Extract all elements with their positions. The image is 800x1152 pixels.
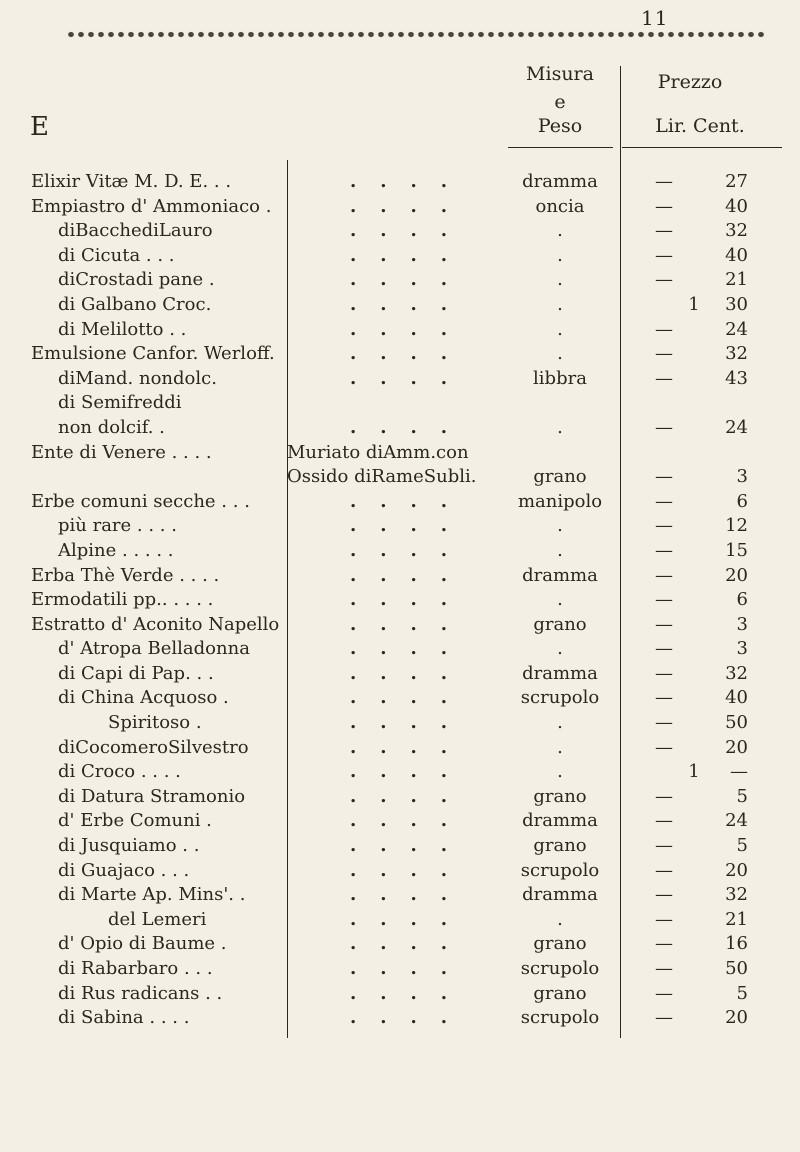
lire-dash: —: [655, 195, 673, 217]
item-unit: grano: [533, 835, 587, 857]
lire-dash: —: [655, 416, 673, 438]
item-centesimi: 32: [725, 220, 748, 242]
item-name: di Galbano Croc.: [58, 293, 212, 315]
item-centesimi: 12: [725, 515, 748, 537]
leader-dots: ....: [350, 171, 472, 192]
leader-dots: ....: [350, 195, 472, 217]
leader-dots: ....: [350, 589, 472, 611]
item-unit: grano: [533, 466, 587, 488]
item-unit: .: [557, 343, 563, 365]
table-row: [0, 514, 800, 539]
item-name: di Jusquiamo . .: [58, 835, 200, 857]
table-row: [0, 613, 800, 638]
item-centesimi: 21: [725, 269, 748, 291]
item-name: diCocomeroSilvestro: [58, 736, 249, 758]
table-row: [0, 195, 800, 220]
leader-dots: ....: [350, 613, 472, 635]
lire-dash: —: [655, 785, 673, 807]
leader-dots: ....: [350, 343, 472, 365]
item-compound-note: Ossido diRameSubli.: [287, 466, 477, 488]
item-name: di Guajaco . . .: [58, 859, 190, 881]
leader-dots: ....: [350, 515, 472, 537]
item-unit: scrupolo: [520, 958, 600, 979]
lire-dash: —: [655, 318, 673, 340]
item-unit: .: [557, 736, 563, 758]
table-row: [0, 1006, 800, 1031]
lire-dash: —: [655, 638, 673, 660]
leader-dots: ....: [350, 638, 472, 660]
table-row: [0, 785, 800, 810]
item-name: d' Opio di Baume .: [58, 933, 227, 955]
table-row: [0, 834, 800, 859]
table-row: [0, 711, 800, 736]
table-row: [0, 318, 800, 343]
item-name: Alpine . . . . .: [58, 539, 174, 561]
table-row: [0, 736, 800, 761]
item-name: diBacchediLauro: [58, 220, 213, 242]
header-misura: Misura: [526, 63, 594, 85]
item-unit: dramma: [522, 810, 598, 832]
leader-dots: ....: [350, 539, 472, 561]
leader-dots: ....: [350, 564, 472, 586]
table-row: [0, 268, 800, 293]
item-unit: manipolo: [517, 490, 603, 512]
item-unit: scrupolo: [520, 859, 600, 881]
table-row: [0, 441, 800, 466]
lire-dash: —: [655, 220, 673, 242]
item-unit: libbra: [533, 367, 587, 389]
leader-dots: ....: [350, 835, 472, 857]
header-e: e: [554, 91, 566, 113]
item-name: di Datura Stramonio: [58, 785, 246, 807]
lire-dash: —: [655, 958, 673, 979]
lire-dash: —: [655, 244, 673, 266]
table-row: [0, 809, 800, 834]
leader-dots: ....: [350, 416, 472, 438]
item-centesimi: 50: [725, 712, 748, 734]
item-centesimi: 40: [725, 244, 748, 266]
table-row: [0, 367, 800, 392]
item-centesimi: 5: [736, 785, 748, 807]
leader-dots: ....: [350, 244, 472, 266]
item-name: diCrostadi pane .: [58, 269, 215, 291]
table-row: [0, 957, 800, 982]
leader-dots: ....: [350, 687, 472, 709]
leader-dots: ....: [350, 712, 472, 734]
table-row: [0, 859, 800, 884]
item-centesimi: 20: [725, 1007, 748, 1029]
item-name: Erbe comuni secche . . .: [31, 490, 250, 512]
item-unit: grano: [533, 785, 587, 807]
item-centesimi: 24: [725, 416, 748, 438]
item-name: di Capi di Pap. . .: [58, 662, 214, 684]
header-rule-price: [622, 147, 782, 148]
lire-dash: —: [655, 662, 673, 684]
item-name: di Sabina . . . .: [58, 1007, 190, 1029]
item-name: Erba Thè Verde . . . .: [31, 564, 220, 586]
leader-dots: ....: [350, 810, 472, 832]
item-name: di Croco . . . .: [58, 761, 181, 783]
item-centesimi: 24: [725, 318, 748, 340]
item-centesimi: 20: [725, 859, 748, 881]
item-unit: .: [557, 589, 563, 611]
leader-dots: ....: [350, 220, 472, 242]
lire-dash: —: [655, 933, 673, 955]
table-row: [0, 342, 800, 367]
item-unit: dramma: [522, 171, 598, 192]
item-unit: dramma: [522, 662, 598, 684]
leader-dots: ....: [350, 785, 472, 807]
header-lir-cent: Lir. Cent.: [655, 115, 745, 137]
item-lire: 1: [688, 293, 700, 315]
leader-dots: ....: [350, 908, 472, 930]
item-name: Estratto d' Aconito Napello: [31, 613, 280, 635]
item-name: Ente di Venere . . . .: [31, 441, 212, 463]
leader-dots: ....: [350, 736, 472, 758]
section-letter: E: [30, 112, 49, 142]
lire-dash: —: [655, 810, 673, 832]
item-unit: scrupolo: [520, 1007, 600, 1029]
table-row: [0, 219, 800, 244]
item-unit: grano: [533, 933, 587, 955]
item-unit: .: [557, 908, 563, 930]
table-row: [0, 883, 800, 908]
item-unit: .: [557, 269, 563, 291]
page-number: 11: [641, 6, 669, 30]
lire-dash: —: [655, 589, 673, 611]
item-centesimi: 16: [725, 933, 748, 955]
item-unit: .: [557, 416, 563, 438]
leader-dots: ....: [350, 490, 472, 512]
item-centesimi: 40: [725, 195, 748, 217]
item-unit: dramma: [522, 884, 598, 906]
item-name: Empiastro d' Ammoniaco .: [31, 195, 272, 217]
table-row: [0, 539, 800, 564]
item-name: di Melilotto . .: [58, 318, 187, 340]
table-row: [0, 416, 800, 441]
item-centesimi: 40: [725, 687, 748, 709]
lire-dash: —: [655, 171, 673, 192]
leader-dots: ....: [350, 982, 472, 1004]
item-name: di Cicuta . . .: [58, 244, 175, 266]
table-row: [0, 932, 800, 957]
table-row: [0, 170, 800, 195]
header-prezzo: Prezzo: [657, 71, 723, 93]
lire-dash: —: [655, 1007, 673, 1029]
item-centesimi: 5: [736, 835, 748, 857]
price-table: [0, 170, 800, 1031]
item-name: più rare . . . .: [58, 515, 177, 537]
table-row: [0, 760, 800, 785]
item-centesimi: —: [730, 761, 748, 783]
lire-dash: —: [655, 343, 673, 365]
item-unit: .: [557, 318, 563, 340]
item-name: non dolcif. .: [58, 416, 165, 438]
item-centesimi: 24: [725, 810, 748, 832]
leader-dots: ....: [350, 958, 472, 979]
item-centesimi: 6: [736, 589, 748, 611]
item-unit: grano: [533, 982, 587, 1004]
item-name: di Semifreddi: [58, 392, 182, 414]
leader-dots: ....: [350, 933, 472, 955]
table-row: [0, 637, 800, 662]
table-row: [0, 662, 800, 687]
lire-dash: —: [655, 835, 673, 857]
item-centesimi: 21: [725, 908, 748, 930]
leader-dots: ....: [350, 318, 472, 340]
item-centesimi: 43: [725, 367, 748, 389]
header-peso: Peso: [537, 115, 583, 137]
item-centesimi: 3: [736, 466, 748, 488]
item-centesimi: 50: [725, 958, 748, 979]
item-name: di Rabarbaro . . .: [58, 958, 213, 979]
lire-dash: —: [655, 613, 673, 635]
table-row: [0, 391, 800, 416]
header-rule: [508, 147, 613, 148]
item-unit: grano: [533, 613, 587, 635]
leader-dots: ....: [350, 662, 472, 684]
lire-dash: —: [655, 712, 673, 734]
lire-dash: —: [655, 908, 673, 930]
leader-dots: ....: [350, 293, 472, 315]
leader-dots: ....: [350, 884, 472, 906]
item-unit: .: [557, 293, 563, 315]
leader-dots: ....: [350, 269, 472, 291]
decorative-ornament-band: [66, 30, 766, 39]
table-row: [0, 982, 800, 1007]
item-unit: oncia: [535, 195, 585, 217]
item-centesimi: 20: [725, 564, 748, 586]
lire-dash: —: [655, 466, 673, 488]
item-lire: 1: [688, 761, 700, 783]
lire-dash: —: [655, 736, 673, 758]
item-centesimi: 32: [725, 662, 748, 684]
leader-dots: ....: [350, 859, 472, 881]
item-name: Emulsione Canfor. Werloff.: [31, 343, 275, 365]
item-unit: .: [557, 220, 563, 242]
table-row: [0, 564, 800, 589]
item-unit: scrupolo: [520, 687, 600, 709]
table-row: [0, 686, 800, 711]
item-centesimi: 30: [725, 293, 748, 315]
item-centesimi: 15: [725, 539, 748, 561]
item-name: Spiritoso .: [108, 712, 202, 734]
item-compound-note: Muriato diAmm.con: [287, 441, 469, 463]
table-row: [0, 465, 800, 490]
lire-dash: —: [655, 515, 673, 537]
item-centesimi: 3: [736, 638, 748, 660]
item-centesimi: 5: [736, 982, 748, 1004]
item-name: d' Erbe Comuni .: [58, 810, 212, 832]
item-name: Ermodatili pp.. . . . .: [31, 589, 214, 611]
item-name: del Lemeri: [108, 908, 207, 930]
item-unit: .: [557, 539, 563, 561]
item-name: di China Acquoso .: [58, 687, 229, 709]
item-unit: .: [557, 712, 563, 734]
lire-dash: —: [655, 884, 673, 906]
table-row: [0, 588, 800, 613]
leader-dots: ....: [350, 367, 472, 389]
item-name: d' Atropa Belladonna: [58, 638, 250, 660]
item-unit: .: [557, 761, 563, 783]
item-unit: dramma: [522, 564, 598, 586]
lire-dash: —: [655, 490, 673, 512]
lire-dash: —: [655, 859, 673, 881]
lire-dash: —: [655, 269, 673, 291]
item-unit: .: [557, 244, 563, 266]
item-name: Elixir Vitæ M. D. E. . .: [31, 171, 232, 192]
lire-dash: —: [655, 687, 673, 709]
table-row: [0, 490, 800, 515]
item-centesimi: 20: [725, 736, 748, 758]
lire-dash: —: [655, 367, 673, 389]
item-name: di Marte Ap. Mins'. .: [58, 884, 246, 906]
item-centesimi: 3: [736, 613, 748, 635]
leader-dots: ....: [350, 1007, 472, 1029]
item-name: diMand. nondolc.: [58, 367, 217, 389]
item-centesimi: 32: [725, 884, 748, 906]
item-unit: .: [557, 515, 563, 537]
item-centesimi: 6: [736, 490, 748, 512]
lire-dash: —: [655, 982, 673, 1004]
item-centesimi: 32: [725, 343, 748, 365]
item-centesimi: 27: [725, 171, 748, 192]
lire-dash: —: [655, 564, 673, 586]
lire-dash: —: [655, 539, 673, 561]
leader-dots: ....: [350, 761, 472, 783]
table-row: [0, 293, 800, 318]
table-row: [0, 244, 800, 269]
table-row: [0, 908, 800, 933]
item-name: di Rus radicans . .: [58, 982, 223, 1004]
item-unit: .: [557, 638, 563, 660]
